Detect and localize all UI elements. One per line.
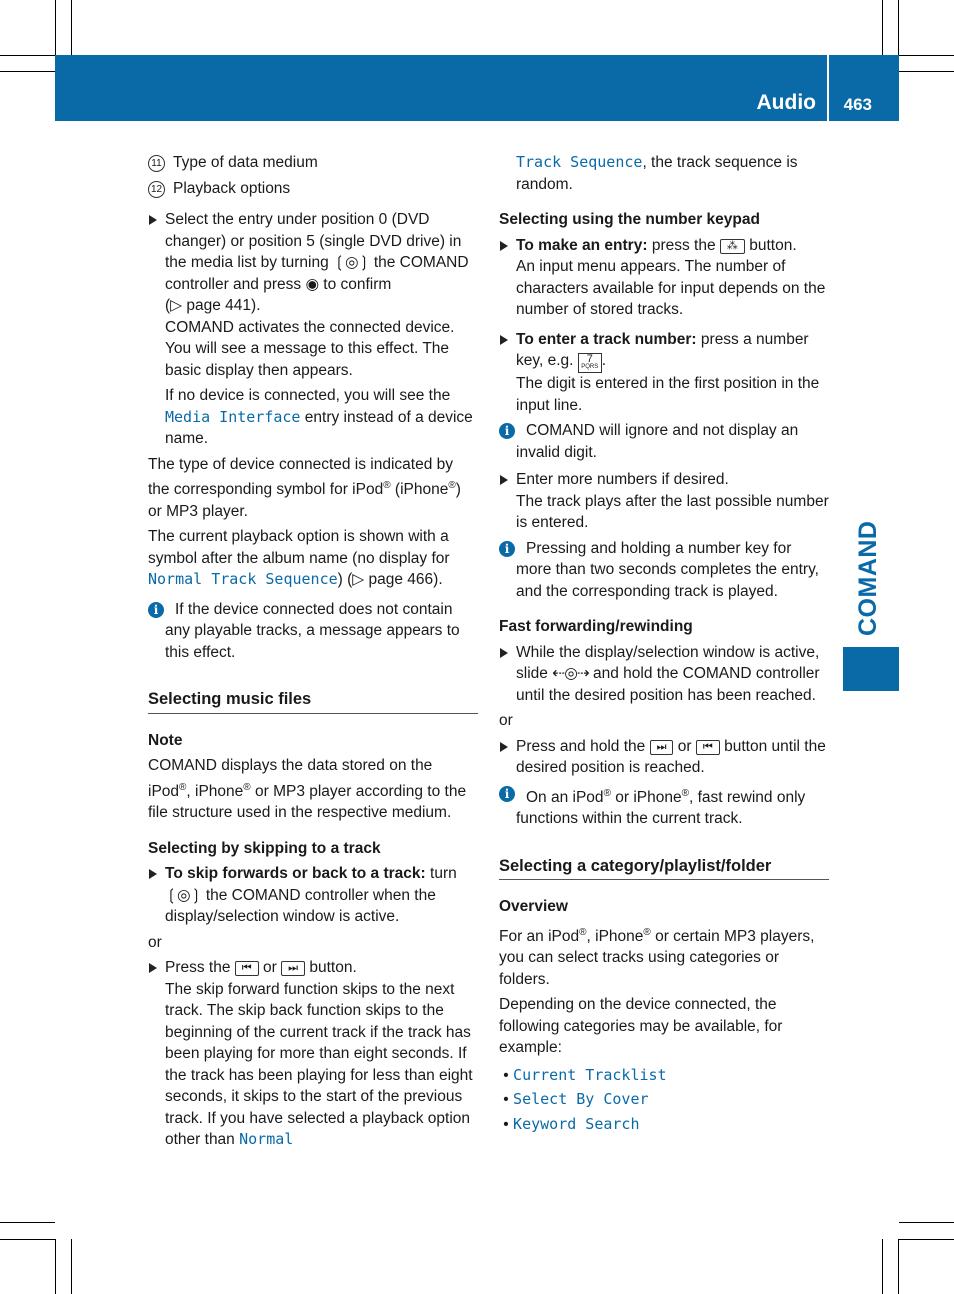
step-text: the COMAND controller and press (165, 254, 469, 293)
paragraph-text: (iPhone (394, 481, 449, 499)
key-letters: PQRS (581, 364, 599, 370)
step-text: turn (430, 865, 457, 883)
legend-number: 12 (148, 181, 165, 198)
info-text: , fast rewind only functions within the current track. (516, 788, 806, 828)
crop-mark (899, 1222, 954, 1223)
registered-mark: ® (243, 781, 251, 793)
turn-controller-icon: ❲◎❳ (165, 886, 202, 904)
step-label: To make an entry: (516, 236, 648, 254)
legend-item (148, 152, 478, 174)
crop-mark (0, 71, 55, 72)
skip-back-icon: ⏮ (235, 961, 259, 976)
info-note (148, 599, 478, 664)
crop-mark (55, 0, 56, 55)
skip-back-icon: ⏮ (696, 740, 720, 755)
crop-mark (0, 55, 55, 56)
page-reference: (▷ page 441). (165, 297, 261, 314)
paragraph-text: COMAND displays the data stored on the iPod (148, 757, 433, 800)
instruction-step (499, 235, 829, 321)
section-title: Audio (756, 91, 816, 114)
crop-mark (882, 1239, 883, 1294)
display-text-code: Track Sequence (516, 153, 643, 171)
press-controller-icon: ◉ (305, 275, 319, 293)
side-tab (843, 647, 899, 691)
page-header (55, 55, 899, 121)
step-text: An input menu appears. The number of characters available for input depends on the number of stored tracks. (516, 258, 826, 318)
step-text: COMAND activates the connected device. You will see a message to this effect. The basic display then appears. (165, 318, 455, 379)
subheading: Note (148, 731, 183, 749)
step-label: To enter a track number: (516, 330, 697, 348)
paragraph: Depending on the device connected, the following categories may be available, for example: (499, 996, 783, 1057)
step-note (165, 385, 478, 450)
list-item: • Current Tracklist (499, 1065, 667, 1084)
step-text: While the display/selection window is active, slide (516, 643, 820, 682)
step-text: or (263, 959, 277, 977)
step-text: Press the (165, 959, 231, 977)
info-note (499, 783, 829, 830)
paragraph-text: , iPhone (586, 927, 644, 945)
category-name: Select By Cover (513, 1090, 649, 1109)
or-text: or (499, 712, 513, 729)
slide-controller-icon: ⇠◎⇢ (552, 665, 589, 682)
info-note (499, 538, 829, 603)
side-tab-label: COMAND (854, 520, 882, 636)
turn-controller-icon: ❲◎❳ (333, 254, 370, 271)
paragraph (499, 152, 829, 195)
display-text-code: Normal (239, 1130, 294, 1149)
paragraph-text: or certain MP3 players, you can select tracks using categories or folders. (499, 927, 815, 988)
crop-mark (898, 0, 899, 55)
instruction-step (499, 736, 829, 779)
info-icon: i (499, 786, 515, 802)
crop-mark (899, 71, 954, 72)
crop-mark (898, 1239, 899, 1294)
step-text: Press and hold the (516, 737, 646, 755)
instruction-step (499, 642, 829, 707)
right-column (499, 152, 829, 1138)
registered-mark: ® (448, 480, 456, 491)
step-text: button. (749, 236, 797, 254)
step-text: entry instead of a device name. (165, 408, 473, 447)
paragraph-text: , iPhone (186, 782, 244, 800)
paragraph (148, 755, 478, 824)
crop-mark (899, 55, 954, 56)
paragraph (148, 454, 478, 523)
legend-number: 11 (148, 155, 165, 172)
step-text: If no device is connected, you will see the (165, 387, 451, 404)
section-heading: Selecting a category/playlist/folder (499, 856, 829, 881)
step-text: The skip forward function skips to the next track. The skip back function skips to the beginning of the current track if the track has been playing for more than eight seconds. If the track has been playing for less than eight seconds, it skips to the start of the previous track. If you have selected a playback option other than (165, 980, 473, 1149)
left-column (148, 152, 478, 1155)
page-reference: ) (▷ page 466). (337, 571, 443, 589)
paragraph-text: , the track sequence is random. (516, 154, 798, 193)
registered-mark: ® (383, 480, 391, 491)
info-icon: i (148, 602, 164, 618)
step-text: button. (309, 959, 357, 977)
registered-mark: ® (179, 781, 187, 793)
number-key-icon (578, 353, 602, 373)
crop-mark (71, 0, 72, 55)
crop-mark (55, 1239, 56, 1294)
step-text: the COMAND controller when the display/selection window is active. (165, 886, 436, 926)
crop-mark (882, 0, 883, 55)
registered-mark: ® (579, 926, 587, 938)
instruction-step (148, 209, 478, 450)
crop-mark (899, 1239, 954, 1240)
info-text: Pressing and holding a number key for more than two seconds completes the entry, and the corresponding track is played. (516, 539, 819, 600)
step-text: The digit is entered in the first position in the input line. (516, 375, 820, 414)
list-item: • Keyword Search (499, 1114, 640, 1133)
asterisk-key-icon: ⁂ (720, 239, 745, 254)
info-text: On an iPod (526, 788, 604, 806)
subheading: Selecting by skipping to a track (148, 839, 381, 857)
info-icon: i (499, 423, 515, 439)
skip-forward-icon: ⏭ (281, 961, 305, 976)
section-heading: Selecting music files (148, 689, 478, 714)
info-note (499, 420, 829, 463)
instruction-step (499, 469, 829, 534)
info-icon: i (499, 541, 515, 557)
step-text: . (601, 352, 607, 369)
subheading: Selecting using the number keypad (499, 211, 760, 228)
subheading: Overview (499, 898, 568, 916)
step-text: press the (651, 236, 716, 254)
info-text: COMAND will ignore and not display an invalid digit. (516, 422, 799, 461)
skip-forward-icon: ⏭ (650, 740, 674, 755)
paragraph-text: or MP3 player according to the file structure used in the respective medium. (148, 782, 467, 822)
info-text: or iPhone (610, 788, 682, 806)
paragraph-text: ) or MP3 player. (148, 481, 461, 520)
step-text: Enter more numbers if desired. (516, 471, 729, 488)
step-text: button until the desired position is reached. (516, 737, 826, 776)
instruction-step (148, 863, 478, 928)
paragraph-text: The current playback option is shown with a symbol after the album name (no display for (148, 528, 450, 567)
step-text: or (677, 737, 692, 755)
paragraph (499, 922, 829, 991)
page-number: 463 (843, 95, 872, 114)
step-text: The track plays after the last possible number is entered. (516, 492, 829, 531)
display-text-code: Media Interface (165, 407, 301, 426)
legend-text: Playback options (173, 179, 291, 197)
paragraph-text: For an iPod (499, 927, 580, 945)
crop-mark (0, 1222, 55, 1223)
step-text: Select the entry under position 0 (DVD changer) or position 5 (single DVD drive) in the media list by turning (165, 211, 462, 271)
legend-item (148, 178, 478, 200)
info-text: If the device connected does not contain any playable tracks, a message appears to this effect. (165, 600, 460, 661)
paragraph-text: The type of device connected is indicated by the corresponding symbol for iPod (148, 455, 454, 499)
step-text: press a number key, e.g. (516, 330, 809, 369)
crop-mark (0, 1239, 55, 1240)
registered-mark: ® (681, 787, 689, 799)
category-name: Current Tracklist (513, 1065, 667, 1084)
subheading: Fast forwarding/rewinding (499, 618, 693, 635)
header-divider (827, 55, 829, 121)
registered-mark: ® (603, 787, 611, 799)
instruction-step (148, 957, 478, 1151)
instruction-step (499, 329, 829, 417)
step-text: to confirm (323, 275, 392, 293)
key-digit: 7 (586, 353, 593, 365)
registered-mark: ® (643, 926, 651, 938)
or-text: or (148, 933, 162, 951)
step-label: To skip forwards or back to a track: (165, 865, 426, 883)
crop-mark (71, 1239, 72, 1294)
legend-text: Type of data medium (173, 154, 318, 171)
list-item: • Select By Cover (499, 1090, 649, 1109)
step-text: and hold the COMAND controller until the desired position has been reached. (516, 665, 820, 704)
category-name: Keyword Search (513, 1114, 640, 1133)
display-text-code: Normal Track Sequence (148, 570, 338, 589)
paragraph (148, 526, 478, 591)
